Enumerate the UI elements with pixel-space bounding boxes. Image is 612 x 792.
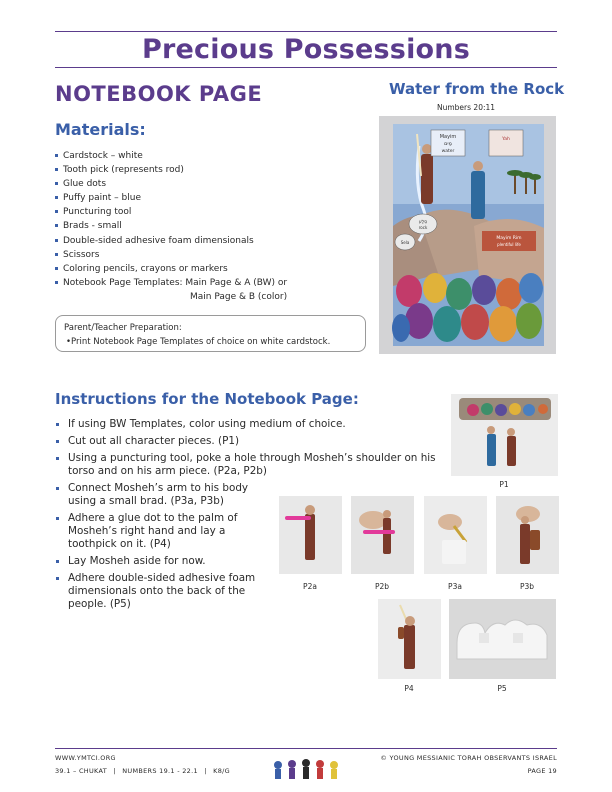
materials-item: Double-sided adhesive foam dimensionals [55, 234, 287, 248]
footer-divider: | [204, 767, 207, 775]
prep-box [55, 315, 366, 352]
photo-caption: P2b [374, 582, 390, 591]
top-rule [55, 31, 557, 32]
footer-site: WWW.YMTCI.ORG [55, 754, 116, 762]
poster-label: water [441, 149, 455, 154]
instruction-step: Cut out all character pieces. (P1) [55, 435, 445, 448]
footer-grade: K8/G [213, 767, 230, 775]
prep-item: •Print Notebook Page Templates of choice on white cardstock. [66, 337, 331, 347]
poster-label: rock [418, 225, 428, 230]
photo-p4 [378, 599, 441, 679]
poster-label: Mayim Rim [496, 236, 522, 241]
footer-logo [270, 755, 342, 781]
materials-item-continuation: Main Page & B (color) [190, 291, 288, 302]
instruction-step: Lay Mosheh aside for now. [55, 555, 270, 568]
photo-p3a [424, 496, 487, 574]
photo-caption: P2a [303, 582, 317, 591]
materials-item: Puffy paint – blue [55, 191, 287, 205]
title-rule [55, 67, 557, 68]
notebook-photo [379, 116, 556, 354]
feature-title: Water from the Rock [389, 80, 565, 98]
photo-p2a-image [279, 496, 342, 574]
poster-label: מַיִם [444, 141, 452, 147]
footer-lesson: 39.1 – CHUKAT [55, 767, 107, 775]
footer-meta [55, 767, 230, 775]
materials-item: Glue dots [55, 177, 287, 191]
photo-p4-image [378, 599, 441, 679]
prep-heading: Parent/Teacher Preparation: [64, 323, 182, 333]
instruction-step: If using BW Templates, color using medium of choice. [55, 418, 445, 431]
instruction-step: Adhere a glue dot to the palm of Mosheh’s right hand and lay a toothpick on it. (P4) [55, 512, 270, 551]
photo-p5-image [449, 599, 556, 679]
poster-label: Sela [400, 240, 410, 245]
footer-rule [55, 748, 557, 749]
footer-reading: NUMBERS 19.1 - 22.1 [122, 767, 198, 775]
poster-label: Mayim [439, 134, 457, 140]
instruction-step: Adhere double-sided adhesive foam dimensionals onto the back of the people. (P5) [55, 572, 270, 611]
footer-copyright: © YOUNG MESSIANIC TORAH OBSERVANTS ISRAEL [380, 754, 557, 762]
photo-caption: P1 [499, 480, 509, 489]
photo-p3b [496, 496, 559, 574]
instruction-step: Using a puncturing tool, poke a hole through Mosheh’s shoulder on his torso and on his arm piece. (P2a, P2b) [55, 452, 445, 478]
materials-list [55, 149, 287, 304]
photo-p1-image [451, 394, 558, 476]
feature-reference: Numbers 20:11 [437, 103, 496, 112]
materials-item: Scissors [55, 248, 287, 262]
materials-item: Brads - small [55, 219, 287, 233]
notebook-heading: NOTEBOOK PAGE [55, 82, 263, 106]
instruction-step: Connect Mosheh’s arm to his body using a small brad. (P3a, P3b) [55, 482, 270, 508]
prep-item-text: Print Notebook Page Templates of choice on white cardstock. [71, 337, 331, 347]
photo-p2a [279, 496, 342, 574]
poster-label: סֶלַע [418, 220, 428, 225]
page-title: Precious Possessions [142, 34, 470, 65]
poster-label: Yah [502, 137, 510, 142]
photo-p2b [351, 496, 414, 574]
photo-p1 [451, 394, 558, 476]
logo-icon [270, 755, 342, 781]
materials-heading: Materials: [55, 120, 146, 139]
notebook-photo-illustration [379, 116, 556, 354]
photo-caption: P5 [497, 684, 507, 693]
footer-page: PAGE 19 [527, 767, 557, 775]
materials-item: Tooth pick (represents rod) [55, 163, 287, 177]
photo-p3a-image [424, 496, 487, 574]
photo-p3b-image [496, 496, 559, 574]
poster-label: plentiful life [497, 242, 521, 247]
materials-item: Coloring pencils, crayons or markers [55, 262, 287, 276]
photo-caption: P3a [448, 582, 462, 591]
materials-item: Cardstock – white [55, 149, 287, 163]
instructions-heading: Instructions for the Notebook Page: [55, 390, 359, 408]
photo-caption: P3b [519, 582, 535, 591]
materials-item: Notebook Page Templates: Main Page & A (BW) or [55, 276, 287, 290]
materials-item: Puncturing tool [55, 205, 287, 219]
footer-divider: | [113, 767, 116, 775]
photo-p5 [449, 599, 556, 679]
photo-caption: P4 [404, 684, 414, 693]
photo-p2b-image [351, 496, 414, 574]
